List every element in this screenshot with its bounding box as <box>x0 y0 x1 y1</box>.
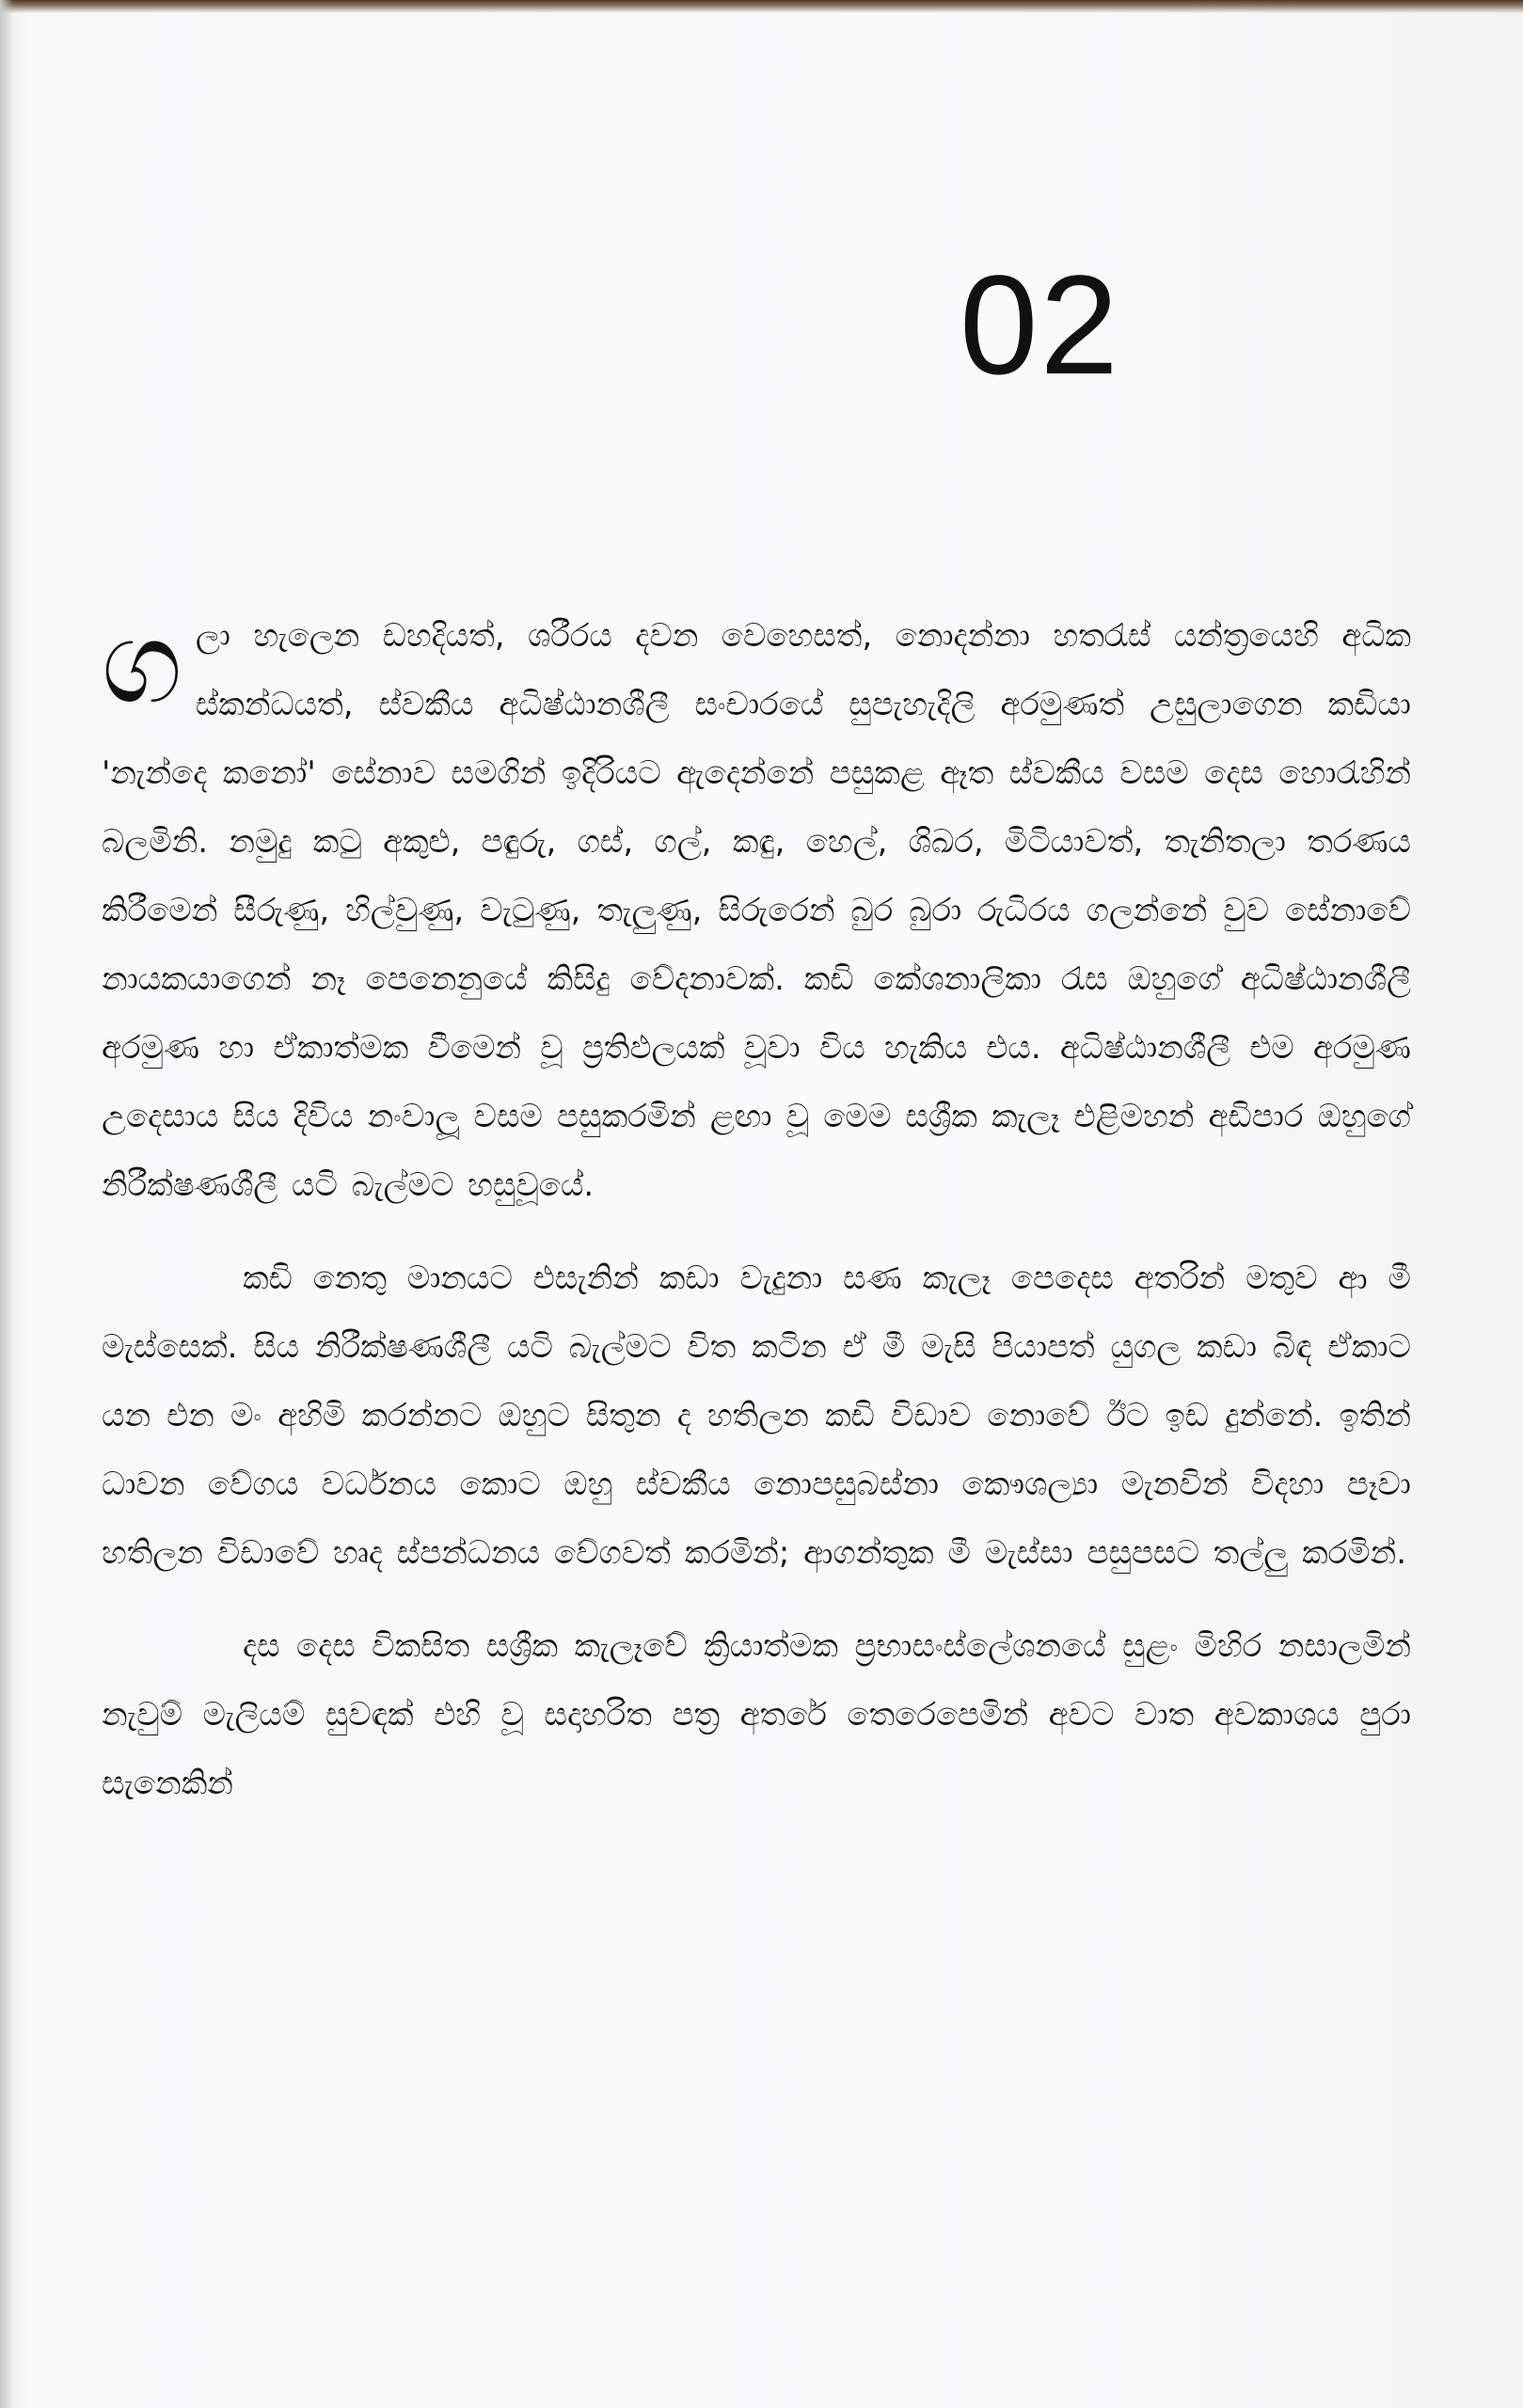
paragraph-1 <box>102 598 1411 1220</box>
drop-cap-letter: ග <box>102 598 182 729</box>
paragraph-2: කඩි නෙතු මානයට එසැනින් කඩා වැදුනා සණ කැලෑ පෙදෙස අතරින් මතුව ආ මී මැස්සෙක්. සිය නිරීක්ෂණශීලී යටි බැල්මට විත කටින ඒ මී මැසි පියාපත් යුගල කඩා බිඳ ඒකාට යන එන මං අහිමි කරන්නට ඔහුට සිතුන ද හතිලන කඩි විඩාව නොවේ ඊට ඉඩ දුන්නේ. ඉතින් ධාවන වේගය වර්ධනය කොට ඔහු ස්වකීය නොපසුබස්නා කෞශල්‍යා මැනවින් විදහා පෑවා හතිලන විඩාවේ හෘද ස්පන්ධනය වේගවත් කරමින්; ආගන්තුක මී මැස්සා පසුපසට තල්ලු කරමින්. <box>102 1259 1411 1572</box>
chapter-body <box>102 598 1411 1818</box>
page-top-edge <box>0 0 1523 13</box>
paragraph-3: දස දෙස විකසිත සශ්‍රීක කැලෑවේ ක්‍රියාත්මක ප්‍රභාසංස්ලේශනයේ සුළං මිහිර නසාලමින් නැවුම් මැලියම් සුවඳක් එහි වූ සදාහරිත පත්‍ර අතරේ තෙරෙපෙමින් අවට වාත අවකාශය පුරා සැනෙකින් <box>102 1627 1411 1802</box>
page-gutter-shadow <box>0 0 13 2408</box>
chapter-number: 02 <box>960 246 1120 404</box>
paragraph-1-text: ලා හැලෙන ඩහදියත්, ශරීරය දවන වෙහෙසත්, නොදන්නා හතරැස් යන්ත්‍රයෙහි අධික ස්කන්ධයත්, ස්වකීය අධිෂ්ඨානශීලී සංචාරයේ සුපැහැදිලි අරමුණත් උසුලාගෙන කඩියා 'නැන්දෙ කනෝ' සේනාව සමගින් ඉදිරියට ඇදෙන්නේ පසුකළ ඈත ස්වකීය වසම දෙස හොරැහින් බලමිනි. නමුදු කටු අකුළු, පඳුරු, ගස්, ගල්, කඳු, හෙල්, ශිඛර, මිටියාවත්, තැනිතලා තරණය කිරීමෙන් සීරුණු, හිල්වුණු, වැටුණු, තැලුණු, සිරුරෙන් බුර බුරා රුධිරය ගලන්නේ වුව සේනාවේ නායකයාගෙන් නෑ පෙනෙනුයේ කිසිදු වේදනාවක්. කඩි කේශනාලිකා රැස ඔහුගේ අධිෂ්ඨානශීලී අරමුණ හා ඒකාත්මක වීමෙන් වූ ප්‍රතිඵලයක් වූවා විය හැකිය එය. අධිෂ්ඨානශීලී එම අරමුණ උදෙසාය සිය දිවිය නංවාලූ වසම පසුකරමින් ළඟා වූ මෙම සශ්‍රීක කැලෑ එළිමහන් අඩිපාර ඔහුගේ නිරීක්ෂණශීලී යටි බැල්මට හසුවූයේ. <box>102 617 1411 1204</box>
